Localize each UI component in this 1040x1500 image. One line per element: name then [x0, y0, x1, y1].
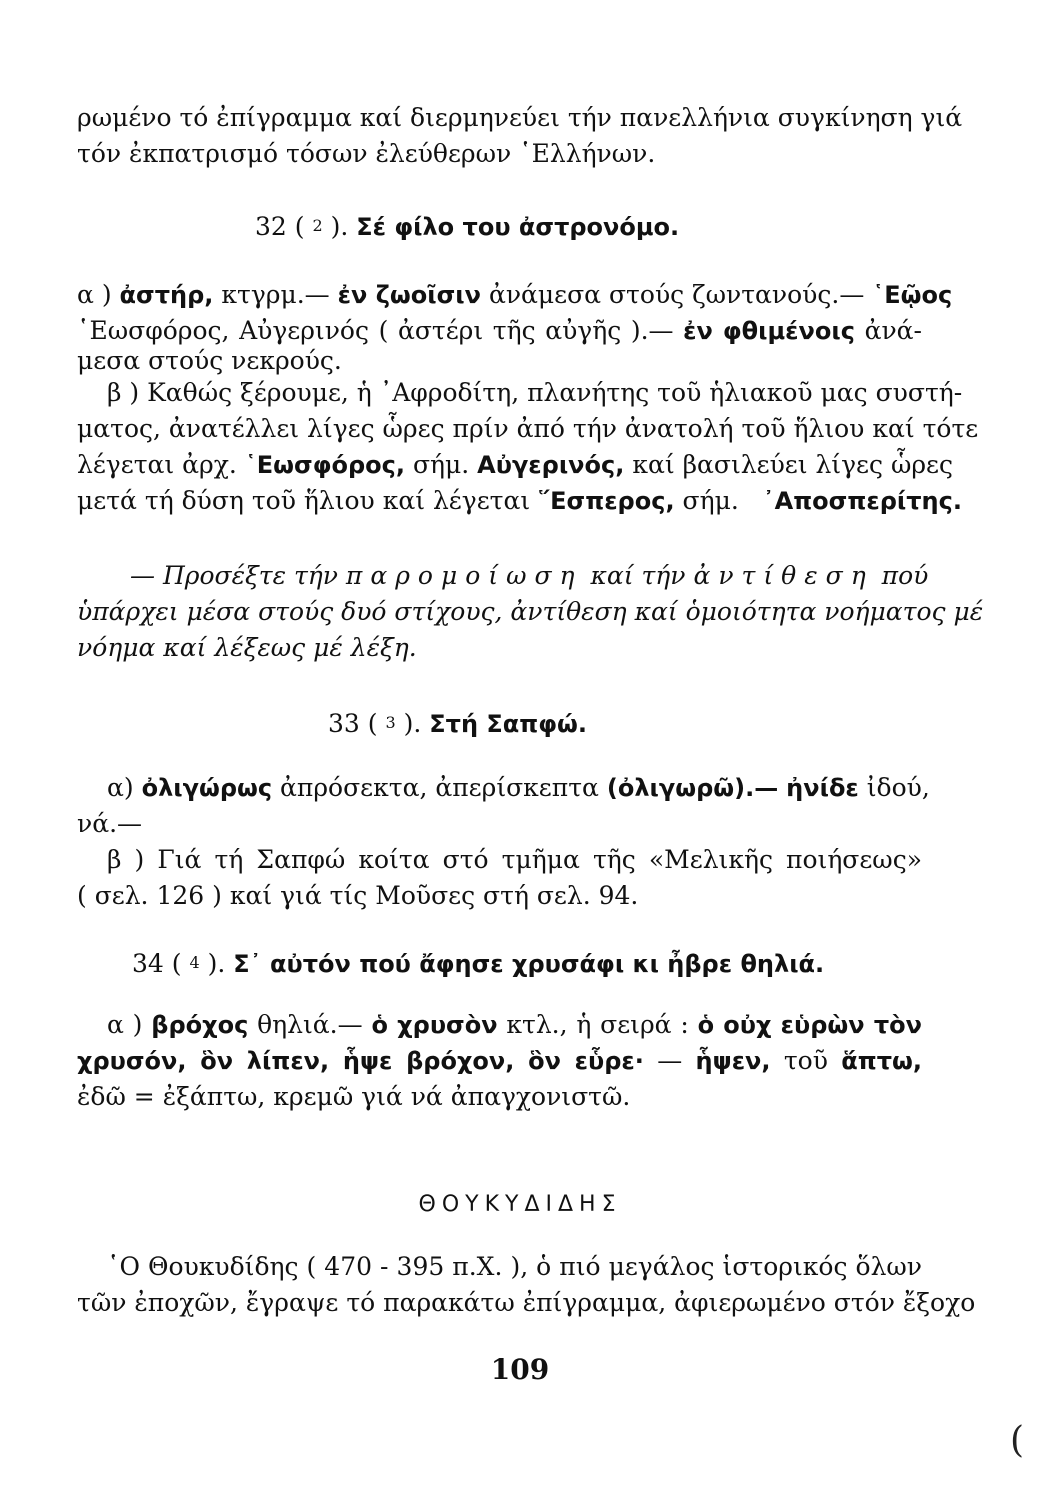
thucydides-line-1: ῾Ο Θουκυδίδης ( 470 - 395 π.Χ. ), ὁ πιό μεγάλος ἱστορικός ὅλων	[107, 1252, 922, 1281]
section-heading-thucydides: ΘΟΥΚΥΔΙΔΗΣ	[418, 1192, 622, 1217]
entry-32-b-line-1: β ) Καθώς ξέρουμε, ἡ ᾿Αφροδίτη, πλανήτης τοῦ ἡλιακοῦ μας συστή-	[107, 378, 963, 407]
entry-34-title: Σ᾿ αὐτόν πού ἄφησε χρυσάφι κι ἦβρε θηλιά.	[233, 950, 825, 978]
entry-32-b-line-4: μετά τή δύση τοῦ ἥλιου καί λέγεται ῞Εσπερος, σήμ. ᾿Αποσπερίτης.	[77, 486, 962, 515]
entry-33-number: 33	[328, 709, 360, 738]
entry-33-b-line-1: β ) Γιά τή Σαπφώ κοίτα στό τμῆμα τῆς «Μελικῆς ποιήσεως»	[107, 845, 922, 874]
margin-mark: (	[1010, 1420, 1025, 1461]
intro-line-2: τόν ἐκπατρισμό τόσων ἐλεύθερων ῾Ελλήνων.	[77, 139, 656, 168]
entry-33-title: Στή Σαπφώ.	[429, 710, 588, 738]
entry-32-note-line-3: νόημα καί λέξεως μέ λέξη.	[77, 633, 417, 662]
entry-32-number: 32	[255, 212, 287, 241]
entry-32-heading: 32 ( 2 ). Σέ φίλο του ἀστρονόμο.	[255, 212, 680, 241]
entry-34-heading: 34 ( 4 ). Σ᾿ αὐτόν πού ἄφησε χρυσάφι κι ἦβρε θηλιά.	[132, 949, 825, 978]
entry-34-a-line-1: α ) βρόχος θηλιά.— ὁ χρυσὸν κτλ., ἡ σειρά : ὁ οὐχ εὑρὼν τὸν	[107, 1010, 923, 1039]
entry-32-a-line-3: μεσα στούς νεκρούς.	[77, 346, 342, 375]
entry-32-a-line-1: α ) ἀστήρ, κτγρμ.— ἐν ζωοῖσιν ἀνάμεσα στούς ζωντανούς.— ῾Εῷος	[77, 280, 953, 309]
entry-32-note-line-2: ὑπάρχει μέσα στούς δυό στίχους, ἀντίθεση καί ὁμοιότητα νοήματος μέ	[77, 597, 984, 626]
entry-32-a-line-2: ῾Εωσφόρος, Αὐγερινός ( ἀστέρι τῆς αὐγῆς ).— ἐν φθιμένοις ἀνά-	[77, 316, 922, 345]
intro-line-1: ρωμένο τό ἐπίγραμμα καί διερμηνεύει τήν πανελλήνια συγκίνηση γιά	[77, 103, 963, 132]
entry-33-a-line-2: νά.—	[77, 809, 143, 838]
entry-33-heading: 33 ( 3 ). Στή Σαπφώ.	[328, 709, 588, 738]
entry-33-a-line-1: α) ὀλιγώρως ἀπρόσεκτα, ἀπερίσκεπτα (ὀλιγωρῶ).— ἠνίδε ἰδού,	[107, 773, 930, 802]
entry-34-a-line-3: ἐδῶ = ἐξάπτω, κρεμῶ γιά νά ἀπαγχονιστῶ.	[77, 1082, 631, 1111]
entry-32-b-line-3: λέγεται ἀρχ. ῾Εωσφόρος, σήμ. Αὐγερινός, καί βασιλεύει λίγες ὧρες	[77, 450, 953, 479]
entry-33-subnumber: 3	[385, 713, 396, 732]
entry-32-note-line-1: — Προσέξτε τήν παρομοίωση καί τήν ἀντίθεση πού	[130, 561, 929, 590]
entry-32-b-line-2: ματος, ἀνατέλλει λίγες ὧρες πρίν ἀπό τήν ἀνατολή τοῦ ἥλιου καί τότε	[77, 414, 979, 443]
entry-34-a-line-2: χρυσόν, ὃν λίπεν, ἧψε βρόχον, ὃν εὗρε· — ἧψεν, τοῦ ἅπτω,	[77, 1046, 923, 1075]
entry-33-b-line-2: ( σελ. 126 ) καί γιά τίς Μοῦσες στή σελ. 94.	[77, 881, 639, 910]
thucydides-line-2: τῶν ἐποχῶν, ἔγραψε τό παρακάτω ἐπίγραμμα, ἀφιερωμένο στόν ἔξοχο	[77, 1288, 976, 1317]
entry-34-number: 34	[132, 949, 164, 978]
entry-32-subnumber: 2	[312, 216, 323, 235]
entry-34-subnumber: 4	[189, 953, 200, 972]
entry-32-title: Σέ φίλο του ἀστρονόμο.	[356, 213, 680, 241]
page-number: 109	[490, 1353, 550, 1386]
